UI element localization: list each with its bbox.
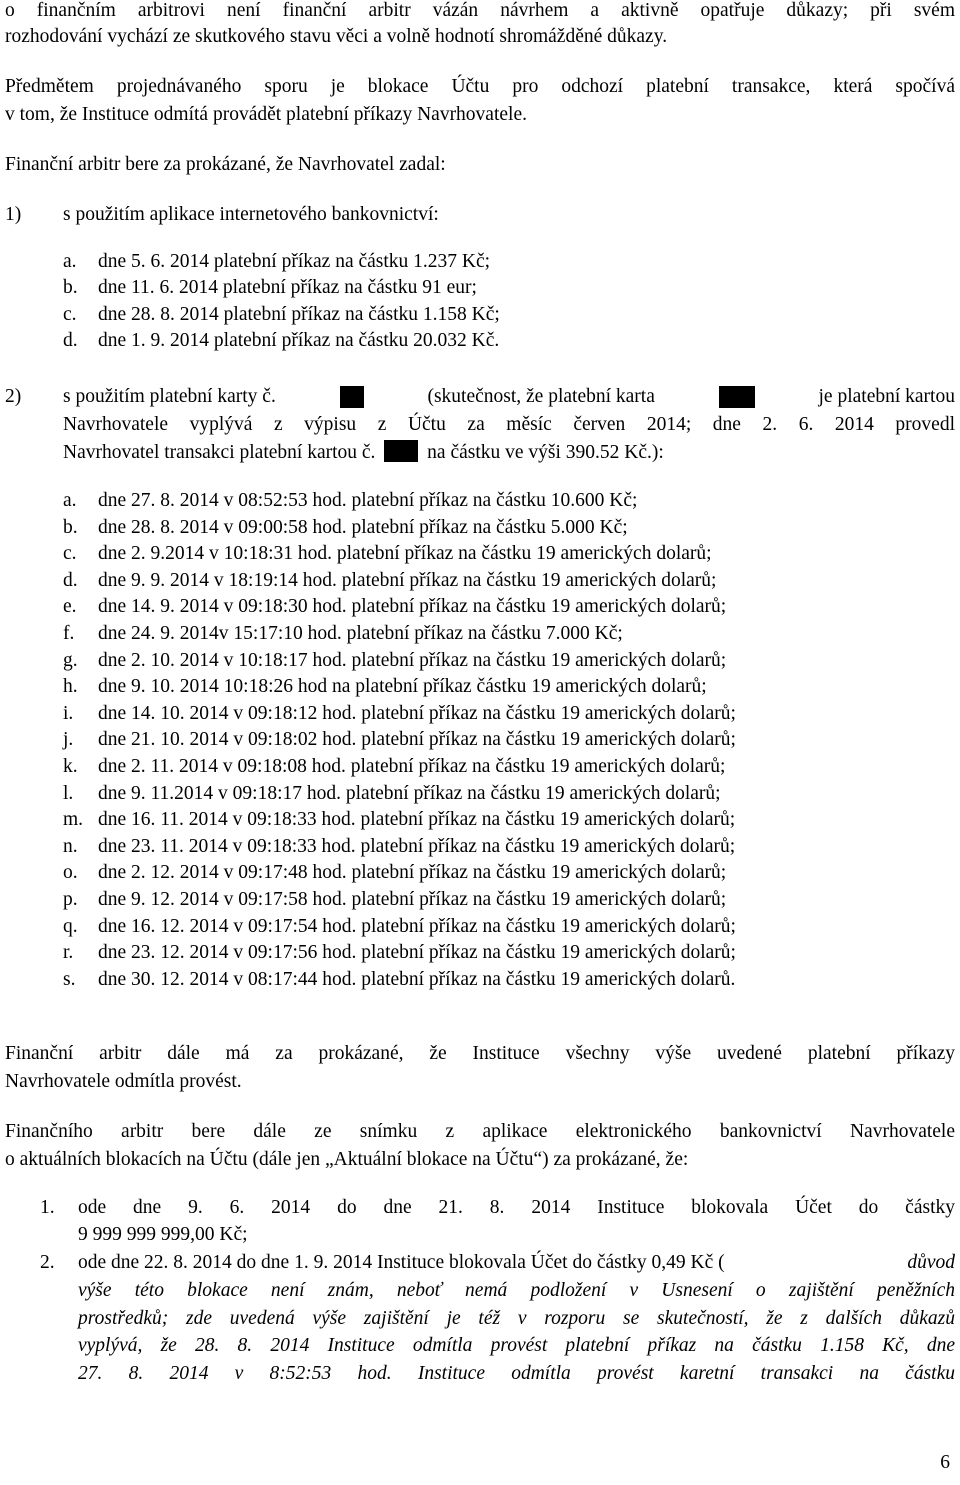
list-item — [5, 859, 955, 886]
list-item-text: dne 2. 10. 2014 v 10:18:17 hod. platební příkaz na částku 19 amerických dolarů; — [98, 649, 727, 671]
list-item-text: dne 24. 9. 2014v 15:17:10 hod. platební příkaz na částku 7.000 Kč; — [98, 623, 623, 644]
list-item — [5, 886, 955, 913]
list-item-label: o. — [63, 862, 78, 884]
list-item-text: dne 14. 10. 2014 v 09:18:12 hod. platební příkaz na částku 19 amerických dolarů; — [98, 702, 736, 724]
list-item-label: a. — [63, 490, 77, 511]
intro-line-5: Finanční arbitr bere za prokázané, že Navrhovatel zadal: — [5, 154, 446, 175]
list-item-label: i. — [63, 702, 74, 724]
list-item-label: b. — [63, 277, 78, 299]
para4-line-1: Finančního arbitr bere dále ze snímku z aplikace elektronického bankovnictví Navrhovatele — [5, 1121, 955, 1142]
list-item-label: k. — [63, 756, 78, 777]
list-item-label: c. — [63, 543, 77, 565]
section1-number: 1) — [5, 204, 22, 225]
list-item-label: n. — [63, 835, 78, 857]
list-item — [5, 301, 955, 328]
list-item-label: a. — [63, 251, 77, 272]
numbered-item-2-line-1 — [78, 1249, 955, 1277]
list-item — [5, 514, 955, 541]
redaction-block — [384, 440, 418, 462]
section2-heading-part-e: na částku ve výši 390.52 Kč.): — [427, 442, 664, 463]
list-item-text: dne 23. 11. 2014 v 09:18:33 hod. platební příkaz na částku 19 amerických dolarů; — [98, 835, 736, 857]
list-item-text: dne 16. 11. 2014 v 09:18:33 hod. platební příkaz na částku 19 amerických dolarů; — [98, 809, 736, 831]
list-item-label: h. — [63, 676, 78, 698]
list-item-label: g. — [63, 649, 78, 671]
list-item — [5, 700, 955, 727]
numbered-item-2-line-4: vyplývá, že 28. 8. 2014 Instituce odmítla provést platební příkaz na částku 1.158 Kč, dne — [78, 1335, 955, 1356]
list-item-text: dne 30. 12. 2014 v 08:17:44 hod. platební příkaz na částku 19 amerických dolarů. — [98, 968, 736, 990]
list-item-label: d. — [63, 329, 78, 351]
list-item-text: dne 16. 12. 2014 v 09:17:54 hod. platební příkaz na částku 19 amerických dolarů; — [98, 915, 736, 937]
numbered-item-2-line-5: 27. 8. 2014 v 8:52:53 hod. Instituce odmítla provést karetní transakci na částku — [78, 1363, 955, 1384]
list-item-label: j. — [63, 729, 74, 751]
list-item — [5, 913, 955, 940]
list-item-label: c. — [63, 303, 77, 325]
list-item-text: dne 27. 8. 2014 v 08:52:53 hod. platební příkaz na částku 10.600 Kč; — [98, 490, 638, 511]
list-item-text: dne 5. 6. 2014 platební příkaz na částku 1.237 Kč; — [98, 251, 491, 272]
section2-heading-part-b: (skutečnost, že platební karta — [427, 386, 655, 407]
page-number: 6 — [940, 1452, 950, 1473]
list-item-label: e. — [63, 596, 77, 618]
list-item — [5, 487, 955, 514]
numbered-item-2-line-2: výše této blokace není znám, neboť nemá podložení v Usnesení o zajištění peněžních — [78, 1280, 955, 1301]
list-item-text: dne 9. 11.2014 v 09:18:17 hod. platební příkaz na částku 19 amerických dolarů; — [98, 782, 721, 804]
list-item — [5, 647, 955, 674]
numbered-item-2-italic-word: důvod — [907, 1252, 955, 1273]
intro-line-1: o finančním arbitrovi není finanční arbitr vázán návrhem a aktivně opatřuje důkazy; při svém — [5, 0, 955, 21]
list-item-text: dne 21. 10. 2014 v 09:18:02 hod. platební příkaz na částku 19 amerických dolarů; — [98, 729, 736, 751]
list-item — [5, 540, 955, 567]
list-item-text: dne 2. 11. 2014 v 09:18:08 hod. platební příkaz na částku 19 amerických dolarů; — [98, 756, 726, 777]
list-item-text: dne 28. 8. 2014 v 09:00:58 hod. platební příkaz na částku 5.000 Kč; — [98, 516, 628, 538]
list-item — [5, 327, 955, 354]
section1-heading: s použitím aplikace internetového bankovnictví: — [63, 204, 439, 225]
list-item-text: dne 11. 6. 2014 platební příkaz na částku 91 eur; — [98, 277, 477, 299]
list-item-text: dne 1. 9. 2014 platební příkaz na částku 20.032 Kč. — [98, 329, 500, 351]
list-item — [5, 939, 955, 966]
intro-line-4: v tom, že Instituce odmítá provádět platební příkazy Navrhovatele. — [5, 104, 527, 125]
section2-number: 2) — [5, 386, 22, 407]
section2-heading-part-a: s použitím platební karty č. — [63, 386, 276, 407]
section2-heading-line-3 — [63, 439, 664, 467]
list-item-text: dne 14. 9. 2014 v 09:18:30 hod. platební příkaz na částku 19 amerických dolarů; — [98, 596, 727, 618]
list-item — [5, 726, 955, 753]
numbered-item-2-text: ode dne 22. 8. 2014 do dne 1. 9. 2014 Instituce blokovala Účet do částky 0,49 Kč ( — [78, 1252, 725, 1273]
numbered-item-1-number: 1. — [40, 1197, 55, 1218]
numbered-item-2-number: 2. — [40, 1252, 55, 1273]
list-item-text: dne 9. 9. 2014 v 18:19:14 hod. platební příkaz na částku 19 amerických dolarů; — [98, 569, 717, 591]
section2-heading-line-1 — [63, 383, 955, 411]
list-item-label: p. — [63, 889, 78, 910]
list-item — [5, 673, 955, 700]
list-item-label: l. — [63, 782, 74, 804]
list-item-text: dne 2. 12. 2014 v 09:17:48 hod. platební příkaz na částku 19 amerických dolarů; — [98, 862, 727, 884]
section2-heading-part-d: Navrhovatel transakci platební kartou č. — [63, 442, 376, 463]
redaction-block — [340, 386, 364, 408]
list-item-text: dne 9. 10. 2014 10:18:26 hod na platební příkaz částku 19 amerických dolarů; — [98, 676, 707, 698]
numbered-item-2-line-3: prostředků; zde uvedená výše zajištění je též v rozporu se skutečností, že z dalších důkazů — [78, 1308, 955, 1329]
para3-line-1: Finanční arbitr dále má za prokázané, že Instituce všechny výše uvedené platební příkazy — [5, 1043, 955, 1064]
intro-line-3: Předmětem projednávaného sporu je blokace Účtu pro odchozí platební transakce, která spočívá — [5, 76, 955, 97]
list-item-label: d. — [63, 569, 78, 591]
numbered-item-1-line-2: 9 999 999 999,00 Kč; — [78, 1224, 248, 1245]
list-item-label: b. — [63, 516, 78, 538]
list-item — [5, 806, 955, 833]
list-item — [5, 780, 955, 807]
list-item-label: s. — [63, 968, 76, 990]
redaction-block — [719, 386, 755, 408]
list-item-text: dne 9. 12. 2014 v 09:17:58 hod. platební příkaz na částku 19 amerických dolarů; — [98, 889, 727, 910]
list-item-text: dne 28. 8. 2014 platební příkaz na částku 1.158 Kč; — [98, 303, 500, 325]
list-item — [5, 753, 955, 780]
list-item-text: dne 2. 9.2014 v 10:18:31 hod. platební příkaz na částku 19 amerických dolarů; — [98, 543, 712, 565]
list-item — [5, 620, 955, 647]
list-item — [5, 966, 955, 993]
list-item-label: q. — [63, 915, 78, 937]
list-item — [5, 274, 955, 301]
list-item — [5, 567, 955, 594]
intro-line-2: rozhodování vychází ze skutkového stavu věci a volně hodnotí shromážděné důkazy. — [5, 26, 668, 47]
para3-line-2: Navrhovatele odmítla provést. — [5, 1071, 242, 1092]
section2-heading-part-c: je platební kartou — [818, 386, 955, 407]
list-item — [5, 833, 955, 860]
list-item — [5, 248, 955, 275]
list-item-label: r. — [63, 942, 74, 964]
section2-heading-line-2: Navrhovatele vyplývá z výpisu z Účtu za měsíc červen 2014; dne 2. 6. 2014 provedl — [63, 414, 955, 435]
list-item-label: m. — [63, 809, 84, 831]
para4-line-2: o aktuálních blokacích na Účtu (dále jen „Aktuální blokace na Účtu“) za prokázané, že: — [5, 1149, 689, 1170]
numbered-item-1-line-1: ode dne 9. 6. 2014 do dne 21. 8. 2014 Instituce blokovala Účet do částky — [78, 1197, 955, 1218]
list-item — [5, 593, 955, 620]
list-item-text: dne 23. 12. 2014 v 09:17:56 hod. platební příkaz na částku 19 amerických dolarů; — [98, 942, 736, 964]
list-item-label: f. — [63, 623, 75, 644]
